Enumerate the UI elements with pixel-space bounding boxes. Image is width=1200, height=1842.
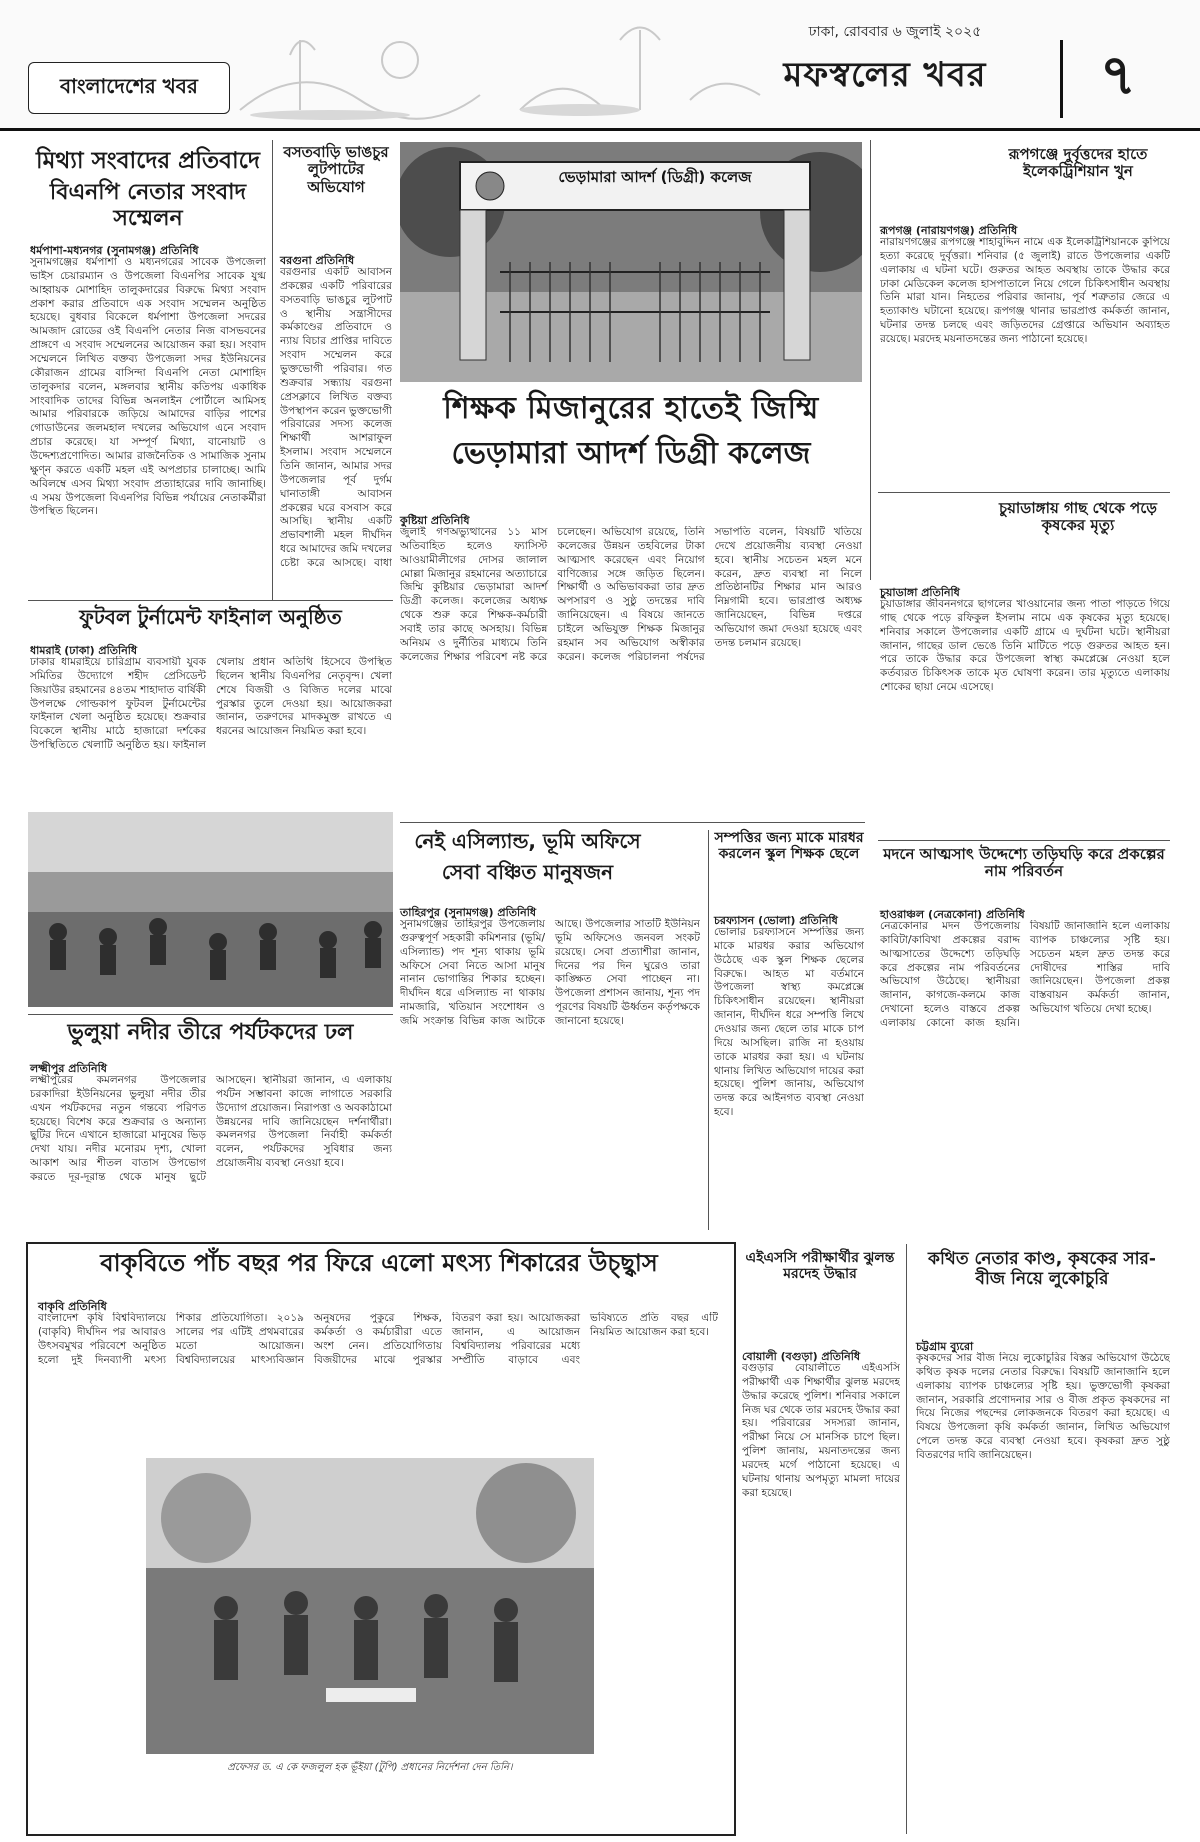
article-a10-header [878,846,1170,904]
byline: বরগুনা প্রতিনিধি [280,254,355,267]
byline: লক্ষ্মীপুর প্রতিনিধি [30,1062,107,1075]
section-rule [878,492,1170,493]
section-rule [400,822,865,823]
photo-graphic [146,1458,594,1754]
article-body: লক্ষ্মীপুরের কমলনগর উপজেলার চরকাদিরা ইউনিয়নের ভুলুয়া নদীর তীর এখন পর্যটকদের নতুন গন্তব্যে পরিণত হয়েছে। বিশেষ করে শুক্রবার ও অন্যান্য ছুটির দিনে এখানে হাজারো মানুষের ভিড় দেখা যায়। নদীর মনোরম দৃশ্য, খোলা আকাশ আর শীতল বাতাস উপভোগ করতে দূর-দূরান্ত থেকে মানুষ ছুটে আসছেন। স্থানীয়রা জানান, এ এলাকায় পর্যটন সম্ভাবনা কাজে লাগাতে সরকারি উদ্যোগ প্রয়োজন। নিরাপত্তা ও অবকাঠামো উন্নয়নের দাবি জানিয়েছেন দর্শনার্থীরা। কমলনগর উপজেলা নির্বাহী কর্মকর্তা বলেন, পর্যটকদের সুবিধার জন্য প্রয়োজনীয় ব্যবস্থা নেওয়া হবে। [30,1074,392,1184]
article-a7-header [28,1020,393,1056]
main-headline: ভেড়ামারা আদর্শ ডিগ্রী কলেজ [451,435,811,471]
headline: কথিত নেতার কাণ্ড, কৃষকের সার-বীজ নিয়ে লুকোচুরি [928,1249,1156,1289]
byline: রূপগঞ্জ (নারায়ণগঞ্জ) প্রতিনিধি [880,224,1018,237]
article-body: বরগুনার একটি আবাসন প্রকল্পের একটি পরিবারের বসতবাড়ি ভাঙচুর লুটপাট ও স্থানীয় সন্ত্রাসীদের কর্মকাণ্ডের প্রতিবাদে ও ন্যায় বিচার প্রাপ্তির দাবিতে সংবাদ সম্মেলন করে ভুক্তভোগী পরিবার। গত শুক্রবার সন্ধ্যায় বরগুনা প্রেসক্লাবে লিখিত বক্তব্য উপস্থাপন করেন ভুক্তভোগী পরিবারের সদস্য কলেজ শিক্ষার্থী আশরাফুল ইসলাম। সংবাদ সম্মেলনে তিনি জানান, আমার সদর উপজেলার পূর্ব দুর্গম ঘানাতাঙ্গী আবাসন প্রকল্পের ঘরে বসবাস করে আসছি। স্থানীয় একটি প্রভাবশালী মহল দীর্ঘদিন ধরে আমাদের জমি দখলের চেষ্টা করে আসছে। বাধা [280,266,392,570]
byline: ধামরাই (ঢাকা) প্রতিনিধি [30,644,138,657]
byline: বোয়ালী (বগুড়া) প্রতিনিধি [742,1350,861,1363]
masthead [0,0,1200,131]
byline: ধর্মপাশা-মধ্যনগর (সুনামগঞ্জ) প্রতিনিধি [30,244,199,257]
headline: রূপগঞ্জে দুর্বৃত্তদের হাতে ইলেকট্রিশিয়ান খুন [1008,145,1148,181]
issue-date: ঢাকা, রোববার ৬ জুলাই ২০২৫ [808,24,982,40]
byline: তাহিরপুর (সুনামগঞ্জ) প্রতিনিধি [400,906,537,919]
article-a4-header [878,146,1168,218]
main-headline: শিক্ষক মিজানুরের হাতেই জিম্মি [443,391,819,426]
article-a11-header [36,1250,722,1294]
section-rule [28,600,393,601]
article-a12-header [740,1250,900,1340]
article-a8-header [400,830,655,902]
column-rule [870,140,871,580]
main-article-header [396,392,866,500]
article-body: কৃষকদের সার বীজ নিয়ে লুকোচুরির বিস্তর অভিযোগ উঠেছে কথিত কৃষক দলের নেতার বিরুদ্ধে। বিষয়টি জানাজানি হলে এলাকায় ব্যাপক চাঞ্চল্যের সৃষ্টি হয়। ভুক্তভোগী কৃষকরা জানান, সরকারি প্রণোদনার সার ও বীজ প্রকৃত কৃষকদের না দিয়ে নিজের পছন্দের লোকজনকে বিতরণ করা হয়েছে। এ বিষয়ে উপজেলা কৃষি কর্মকর্তা জানান, লিখিত অভিযোগ পেলে তদন্ত করে ব্যবস্থা নেওয়া হবে। কৃষকরা দ্রুত সুষ্ঠু বিতরণের দাবি জানিয়েছেন। [916,1352,1170,1462]
headline: ফুটবল টুর্নামেন্ট ফাইনাল অনুষ্ঠিত [79,605,342,629]
article-body: নেত্রকোনার মদন উপজেলায় কাবিটা/কাবিখা প্রকল্পের বরাদ্দ আত্মসাতের উদ্দেশ্যে তড়িঘড়ি করে প্রকল্পের নাম পরিবর্তনের অভিযোগ উঠেছে। স্থানীয়রা জানান, কাগজে-কলমে কাজ দেখানো হলেও বাস্তবে প্রকল্প এলাকায় কোনো কাজ হয়নি। বিষয়টি জানাজানি হলে এলাকায় ব্যাপক চাঞ্চল্যের সৃষ্টি হয়। সচেতন মহল দ্রুত তদন্ত করে দোষীদের শাস্তির দাবি জানিয়েছেন। উপজেলা প্রকল্প বাস্তবায়ন কর্মকর্তা জানান, অভিযোগ খতিয়ে দেখা হচ্ছে। [880,920,1170,1030]
byline: কুষ্টিয়া প্রতিনিধি [400,514,470,527]
column-rule [708,830,709,1230]
article-body: সুনামগঞ্জের তাহিরপুর উপজেলায় গুরুত্বপূর্ণ সহকারী কমিশনার (ভূমি/এসিল্যান্ড) পদ শূন্য থাকায় ভূমি অফিসে সেবা নিতে আসা মানুষ নানান ভোগান্তির শিকার হচ্ছেন। দীর্ঘদিন ধরে এসিল্যান্ড না থাকায় নামজারি, খতিয়ান সংশোধন ও জমি সংক্রান্ত বিভিন্ন কাজ আটকে আছে। উপজেলার সাতটি ইউনিয়ন ভূমি অফিসেও জনবল সংকট রয়েছে। সেবা প্রত্যাশীরা জানান, দিনের পর দিন ঘুরেও তারা কাঙ্ক্ষিত সেবা পাচ্ছেন না। উপজেলা প্রশাসন জানায়, শূন্য পদ পূরণের বিষয়টি ঊর্ধ্বতন কর্তৃপক্ষকে জানানো হয়েছে। [400,918,700,1028]
river-tourists-photo [28,812,393,1007]
column-rule [906,1244,907,1834]
article-a5-header [878,500,1168,582]
byline: চুয়াডাঙ্গা প্রতিনিধি [880,586,960,599]
headline: বসতবাড়ি ভাঙচুর লুটপাটের অভিযোগ [283,143,389,196]
headline: ভুলুয়া নদীর তীরে পর্যটকদের ঢল [67,1020,354,1045]
byline: হাওরাঞ্চল (নেত্রকোনা) প্রতিনিধি [880,908,1025,921]
article-a2-header [280,144,392,254]
article-body: নারায়ণগঞ্জের রূপগঞ্জে শাহাবুদ্দিন নামে এক ইলেকট্রিশিয়ানকে কুপিয়ে হত্যা করেছে দুর্বৃত্তরা। শনিবার (৫ জুলাই) রাতে উপজেলার একটি এলাকায় এ ঘটনা ঘটে। গুরুতর আহত অবস্থায় তাকে উদ্ধার করে ঢাকা মেডিকেল কলেজ হাসপাতালে নিয়ে গেলে চিকিৎসাধীন অবস্থায় তিনি মারা যান। নিহতের পরিবার জানায়, পূর্ব শত্রুতার জেরে এ হত্যাকাণ্ড ঘটানো হয়েছে। রূপগঞ্জ থানার ভারপ্রাপ্ত কর্মকর্তা জানান, ঘটনার তদন্ত চলছে এবং জড়িতদের গ্রেপ্তারে অভিযান অব্যাহত রয়েছে। মরদেহ ময়নাতদন্তের জন্য পাঠানো হয়েছে। [880,236,1170,346]
column-rule [272,140,273,600]
article-a9-header [714,830,864,910]
headline: মদনে আত্মসাৎ উদ্দেশ্যে তড়িঘড়ি করে প্রকল্পের নাম পরিবর্তন [883,845,1165,881]
photo-graphic [28,812,393,1007]
article-body: বগুড়ার বোয়ালীতে এইএসসি পরীক্ষার্থী এক শিক্ষার্থীর ঝুলন্ত মরদেহ উদ্ধার করেছে পুলিশ। শনিবার সকালে নিজ ঘর থেকে তার মরদেহ উদ্ধার করা হয়। পরিবারের সদস্যরা জানান, পরীক্ষা নিয়ে সে মানসিক চাপে ছিল। পুলিশ জানায়, ময়নাতদন্তের জন্য মরদেহ মর্গে পাঠানো হয়েছে। এ ঘটনায় থানায় অপমৃত্যু মামলা দায়ের করা হয়েছে। [742,1362,900,1499]
headline: সম্পত্তির জন্য মাকে মারধর করলেন স্কুল শিক্ষক ছেলে [714,830,864,863]
article-body: বাংলাদেশ কৃষি বিশ্ববিদ্যালয়ে (বাকৃবি) দীর্ঘদিন পর আবারও উৎসবমুখর পরিবেশে অনুষ্ঠিত হলো দুই দিনব্যাপী মৎস্য শিকার প্রতিযোগিতা। ২০১৯ সালের পর এটিই প্রথমবারের মতো আয়োজন। বিশ্ববিদ্যালয়ের মাৎস্যবিজ্ঞান অনুষদের পুকুরে শিক্ষক, কর্মকর্তা ও কর্মচারীরা এতে অংশ নেন। প্রতিযোগিতায় বিজয়ীদের মাঝে পুরস্কার বিতরণ করা হয়। আয়োজকরা জানান, এ আয়োজন বিশ্ববিদ্যালয় পরিবারের মধ্যে সম্প্রীতি বাড়াবে এবং ভবিষ্যতে প্রতি বছর এটি নিয়মিত আয়োজন করা হবে। [38,1312,718,1366]
main-article-body: জুলাই গণঅভ্যুত্থানের ১১ মাস অতিবাহিত হলেও ফ্যাসিস্ট আওয়ামীলীগের দোসর জালাল মোল্লা মিজানুর রহমানের অত্যাচারে জিম্মি কুষ্টিয়ার ভেড়ামারা আদর্শ ডিগ্রী কলেজ। কলেজের অধ্যক্ষ থেকে শুরু করে শিক্ষক-কর্মচারী সবাই তার কাছে অসহায়। বিভিন্ন অনিয়ম ও দুর্নীতির মাধ্যমে তিনি কলেজের শিক্ষার পরিবেশ নষ্ট করে চলেছেন। অভিযোগ রয়েছে, তিনি কলেজের উন্নয়ন তহবিলের টাকা আত্মসাৎ করেছেন এবং নিয়োগ বাণিজ্যের সঙ্গে জড়িত ছিলেন। শিক্ষার্থী ও অভিভাবকরা তার দ্রুত অপসারণ ও সুষ্ঠু তদন্তের দাবি জানিয়েছেন। এ বিষয়ে জানতে চাইলে অভিযুক্ত শিক্ষক মিজানুর রহমান সব অভিযোগ অস্বীকার করেন। কলেজ পরিচালনা পর্ষদের সভাপতি বলেন, বিষয়টি খতিয়ে দেখে প্রয়োজনীয় ব্যবস্থা নেওয়া হবে। স্থানীয় সচেতন মহল মনে করেন, দ্রুত ব্যবস্থা না নিলে প্রতিষ্ঠানটির শিক্ষার মান আরও নিম্নগামী হবে। ভারপ্রাপ্ত অধ্যক্ষ জানিয়েছেন, বিভিন্ন দপ্তরে অভিযোগ জমা দেওয়া হয়েছে এবং তদন্ত চলমান রয়েছে। [400,526,862,663]
page-number: ৭ [1060,40,1173,118]
headline: এইএসসি পরীক্ষার্থীর ঝুলন্ত মরদেহ উদ্ধার [745,1250,895,1283]
fishing-event-photo [146,1458,594,1754]
article-body: ঢাকার ধামরাইয়ে চারিগ্রাম ব্যবসায়ী যুবক সমিতির উদ্যোগে শহীদ প্রেসিডেন্ট জিয়াউর রহমানের ৪৪তম শাহাদাত বার্ষিকী উপলক্ষে গোল্ডকাপ ফুটবল টুর্নামেন্টের ফাইনাল খেলা অনুষ্ঠিত হয়েছে। শুক্রবার বিকেলে স্থানীয় মাঠে হাজারো দর্শকের উপস্থিতিতে খেলাটি অনুষ্ঠিত হয়। ফাইনাল খেলায় প্রধান অতিথি হিসেবে উপস্থিত ছিলেন স্থানীয় বিএনপির নেতৃবৃন্দ। খেলা শেষে বিজয়ী ও বিজিত দলের মাঝে পুরস্কার তুলে দেওয়া হয়। আয়োজকরা জানান, তরুণদের মাদকমুক্ত রাখতে এ ধরনের আয়োজন নিয়মিত করা হবে। [30,656,392,752]
article-body: চুয়াডাঙ্গার জীবননগরে ছাগলের খাওয়ানোর জন্য পাতা পাড়তে গিয়ে গাছ থেকে পড়ে রফিকুল ইসলাম নামে এক কৃষকের মৃত্যু হয়েছে। শনিবার সকালে উপজেলার একটি গ্রামে এ দুর্ঘটনা ঘটে। স্থানীয়রা জানান, গাছের ডাল ভেঙে তিনি মাটিতে পড়ে গুরুতর আহত হন। পরে তাকে উদ্ধার করে উপজেলা স্বাস্থ্য কমপ্লেক্সে নেওয়া হলে কর্তব্যরত চিকিৎসক তাকে মৃত ঘোষণা করেন। তার মৃত্যুতে এলাকায় শোকের ছায়া নেমে এসেছে। [880,598,1170,694]
byline: চট্টগ্রাম ব্যুরো [916,1340,974,1353]
headline: চুয়াডাঙ্গায় গাছ থেকে পড়ে কৃষকের মৃত্যু [999,499,1157,535]
article-a13-header [914,1250,1170,1330]
article-a1-header [28,148,268,240]
headline: নেই এসিল্যান্ড, ভূমি অফিসে [414,829,641,853]
photo-caption: প্রফেসর ড. এ কে ফজলুল হক ভূঁইয়া (টুপি) প্রধানের নির্দেশনা দেন তিনি। [227,1762,513,1773]
article-body: সুনামগঞ্জের ধর্মপাশা ও মধ্যনগরের সাবেক উপজেলা ভাইস চেয়ারম্যান ও উপজেলা বিএনপির সাবেক যুগ্ম আহ্বায়ক মোশাহিদ তালুকদারের বিরুদ্ধে মিথ্যা সংবাদ প্রকাশ করার প্রতিবাদে এক সংবাদ সম্মেলন অনুষ্ঠিত হয়েছে। বুধবার বিকেলে ধর্মপাশা উপজেলা সদরের আমজাদ রোডের ওই বিএনপি নেতার নিজ বাসভবনের প্রাঙ্গণে এ সংবাদ সম্মেলনের আয়োজন করা হয়। সংবাদ সম্মেলনে লিখিত বক্তব্য উপজেলা সদর ইউনিয়নের কৌরাজন গ্রামের বাসিন্দা বিএনপি নেতা মোশাহিদ তালুকদার বলেন, মঙ্গলবার স্থানীয় কতিপয় একাধিক সাংবাদিক তাদের বিভিন্ন অনলাইন পোর্টালে আমিসহ আমার পরিবারকে জড়িয়ে আমাদের বাড়ির পাশের গোডাউনের জলমহাল দখলের অভিযোগ এনে সংবাদ প্রচার করেছে। যা সম্পূর্ণ মিথ্যা, বানোয়াট ও উদ্দেশ্যপ্রণোদিত। আমার রাজনৈতিক ও সামাজিক সুনাম ক্ষুণ্ন করতে একটি মহল এই অপপ্রচার চালাচ্ছে। আমি অবিলম্বে এসব মিথ্যা সংবাদ প্রত্যাহারের দাবি জানাচ্ছি। এ সময় উপজেলা বিএনপির বিভিন্ন পর্যায়ের নেতাকর্মীরা উপস্থিত ছিলেন। [30,256,266,518]
section-label: বাংলাদেশের খবর [28,62,230,114]
section-rule [878,840,1170,841]
photo-sign-text: ভেড়ামারা আদর্শ (ডিগ্রী) কলেজ [558,168,752,186]
headline: বিএনপি নেতার সংবাদ সম্মেলন [49,180,247,231]
headline: বাকৃবিতে পাঁচ বছর পর ফিরে এলো মৎস্য শিকারের উচ্ছ্বাস [100,1249,658,1277]
byline: চরফ্যাসন (ভোলা) প্রতিনিধি [714,914,838,927]
byline: বাকৃবি প্রতিনিধি [38,1300,107,1313]
section-rule [28,1014,393,1015]
headline: সেবা বঞ্চিত মানুষজন [441,860,614,884]
college-gate-photo [400,142,862,382]
article-body: ভোলার চরফ্যাসনে সম্পত্তির জন্য মাকে মারধর করার অভিযোগ উঠেছে এক স্কুল শিক্ষক ছেলের বিরুদ্ধে। আহত মা বর্তমানে উপজেলা স্বাস্থ্য কমপ্লেক্সে চিকিৎসাধীন রয়েছেন। স্থানীয়রা জানান, দীর্ঘদিন ধরে সম্পত্তি লিখে দেওয়ার জন্য ছেলে তার মাকে চাপ দিয়ে আসছিল। রাজি না হওয়ায় তাকে মারধর করা হয়। এ ঘটনায় থানায় লিখিত অভিযোগ দায়ের করা হয়েছে। পুলিশ জানায়, অভিযোগ তদন্ত করে আইনগত ব্যবস্থা নেওয়া হবে। [714,926,864,1119]
headline: মিথ্যা সংবাদের প্রতিবাদে [36,148,260,174]
supplement-title: মফস্বলের খবর [783,54,987,95]
article-a6-header [28,606,393,640]
